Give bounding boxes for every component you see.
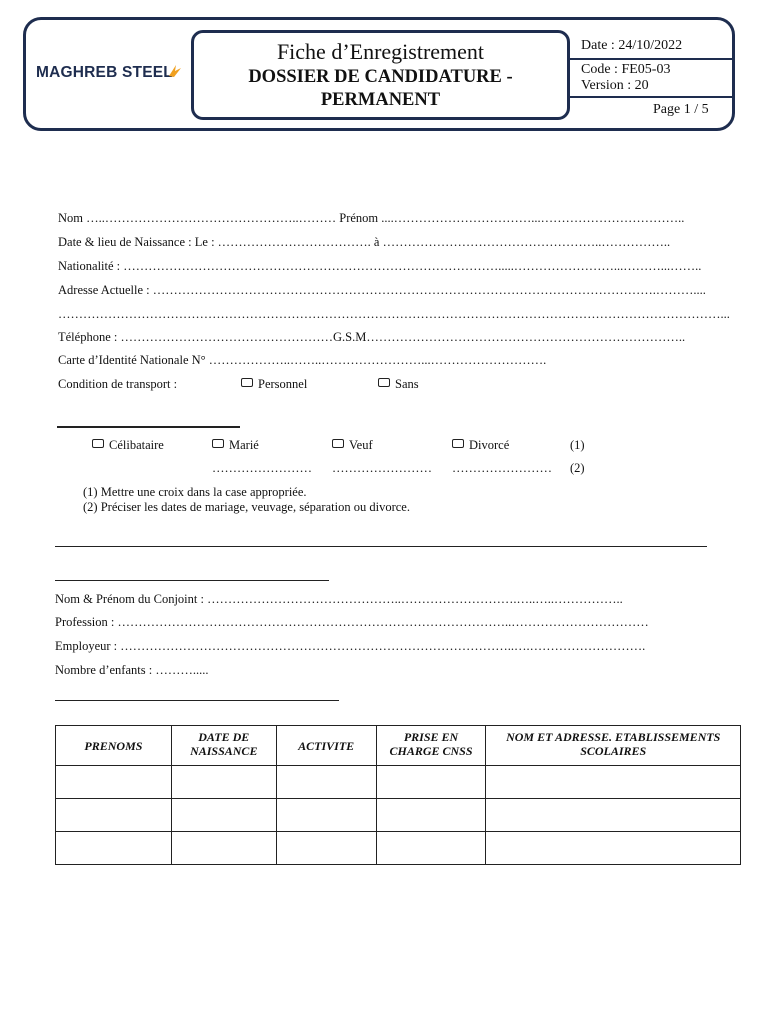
table-cell[interactable] bbox=[276, 799, 376, 832]
title-box bbox=[191, 30, 570, 120]
table-row bbox=[56, 799, 741, 832]
table-cell[interactable] bbox=[376, 766, 486, 799]
field-nombre-enfants[interactable]: Nombre d’enfants : ………..... bbox=[55, 663, 209, 677]
date-blank-marie[interactable]: …………………… bbox=[212, 461, 312, 475]
footnote-ref-2: (2) bbox=[570, 461, 585, 475]
footnote-2: (2) Préciser les dates de mariage, veuvage, séparation ou divorce. bbox=[83, 500, 410, 514]
field-telephone-gsm[interactable]: Téléphone : ……………………………………………G.S.M………………………………………………………………….. bbox=[58, 330, 686, 344]
column-header: NOM ET ADRESSE. ETABLISSEMENTS SCOLAIRES bbox=[486, 726, 741, 766]
checkbox-icon[interactable] bbox=[241, 378, 253, 387]
column-header: PRISE EN CHARGE CNSS bbox=[376, 726, 486, 766]
table-cell[interactable] bbox=[56, 766, 172, 799]
etat-civil-celibataire[interactable] bbox=[92, 438, 164, 453]
field-nationalite[interactable]: Nationalité : ……………………………………………………………………………….....……………………...………...…….. bbox=[58, 259, 702, 273]
table-cell[interactable] bbox=[486, 832, 741, 865]
company-logo-text: MAGHREB STEEL bbox=[36, 64, 173, 81]
column-header: DATE DE NAISSANCE bbox=[171, 726, 276, 766]
doc-code: Code : FE05-03 bbox=[581, 62, 671, 77]
column-header: PRENOMS bbox=[56, 726, 172, 766]
document-subtitle-line1: DOSSIER DE CANDIDATURE - bbox=[248, 67, 513, 87]
etat-civil-marie[interactable] bbox=[212, 438, 259, 453]
footnote-1: (1) Mettre une croix dans la case appropriée. bbox=[83, 485, 307, 499]
transport-label: Condition de transport : bbox=[58, 377, 178, 391]
table-cell[interactable] bbox=[171, 799, 276, 832]
header-divider bbox=[570, 96, 735, 98]
checkbox-icon[interactable] bbox=[212, 439, 224, 448]
etat-civil-label: Marié bbox=[229, 438, 259, 452]
transport-option-personnel[interactable] bbox=[241, 377, 307, 392]
document-subtitle-line2: PERMANENT bbox=[320, 90, 441, 110]
transport-option-sans[interactable] bbox=[378, 377, 419, 392]
flame-logo-icon bbox=[166, 62, 184, 80]
table-cell[interactable] bbox=[486, 799, 741, 832]
date-blank-divorce[interactable]: …………………… bbox=[452, 461, 552, 475]
field-conjoint-nom[interactable]: Nom & Prénom du Conjoint : ………………………………………..……………………….…..…..…………….. bbox=[55, 592, 623, 606]
field-naissance[interactable]: Date & lieu de Naissance : Le : ………………………………. à ……………………………………………..…………….. bbox=[58, 235, 671, 249]
table-cell[interactable] bbox=[56, 799, 172, 832]
table-row bbox=[56, 832, 741, 865]
table-cell[interactable] bbox=[171, 766, 276, 799]
transport-option-label: Personnel bbox=[258, 377, 308, 391]
footnote-ref-1: (1) bbox=[570, 438, 585, 452]
section-underline bbox=[55, 700, 339, 701]
field-cin[interactable]: Carte d’Identité Nationale N° ………………..……..……………………...………………………. bbox=[58, 353, 547, 367]
checkbox-icon[interactable] bbox=[452, 439, 464, 448]
page-number: Page 1 / 5 bbox=[653, 102, 709, 117]
etat-civil-divorce[interactable] bbox=[452, 438, 509, 453]
etat-civil-veuf[interactable] bbox=[332, 438, 373, 453]
etat-civil-label: Divorcé bbox=[469, 438, 510, 452]
table-header-row bbox=[56, 726, 741, 766]
table-cell[interactable] bbox=[276, 832, 376, 865]
doc-date: Date : 24/10/2022 bbox=[581, 38, 683, 53]
field-adresse[interactable]: Adresse Actuelle : ………………………………………………………………………………………………………….……….... bbox=[58, 283, 706, 297]
field-profession[interactable]: Profession : …………………………………………………………………………………..…………………………… bbox=[55, 615, 649, 629]
etat-civil-label: Célibataire bbox=[109, 438, 164, 452]
date-blank-veuf[interactable]: …………………… bbox=[332, 461, 432, 475]
table-cell[interactable] bbox=[376, 832, 486, 865]
doc-version: Version : 20 bbox=[581, 78, 649, 93]
table-cell[interactable] bbox=[56, 832, 172, 865]
table-row bbox=[56, 766, 741, 799]
field-employeur[interactable]: Employeur : …………………………………………………………………………………..….………………………. bbox=[55, 639, 646, 653]
etat-civil-label: Veuf bbox=[349, 438, 373, 452]
section-underline bbox=[55, 580, 329, 581]
table-cell[interactable] bbox=[486, 766, 741, 799]
children-table bbox=[55, 725, 741, 865]
checkbox-icon[interactable] bbox=[332, 439, 344, 448]
checkbox-icon[interactable] bbox=[92, 439, 104, 448]
field-adresse-continued[interactable]: ……………………………………………………………………………………………………………………………………………... bbox=[58, 307, 730, 321]
table-cell[interactable] bbox=[276, 766, 376, 799]
table-cell[interactable] bbox=[171, 832, 276, 865]
table-cell[interactable] bbox=[376, 799, 486, 832]
transport-option-label: Sans bbox=[395, 377, 419, 391]
header-divider bbox=[570, 58, 735, 60]
section-separator bbox=[55, 546, 707, 547]
document-title: Fiche d’Enregistrement bbox=[276, 39, 485, 64]
checkbox-icon[interactable] bbox=[378, 378, 390, 387]
column-header: ACTIVITE bbox=[276, 726, 376, 766]
field-nom-prenom[interactable]: Nom …..………………………………………..……… Prénom ....……………………………...…………………………….. bbox=[58, 211, 685, 225]
section-underline bbox=[57, 426, 240, 428]
